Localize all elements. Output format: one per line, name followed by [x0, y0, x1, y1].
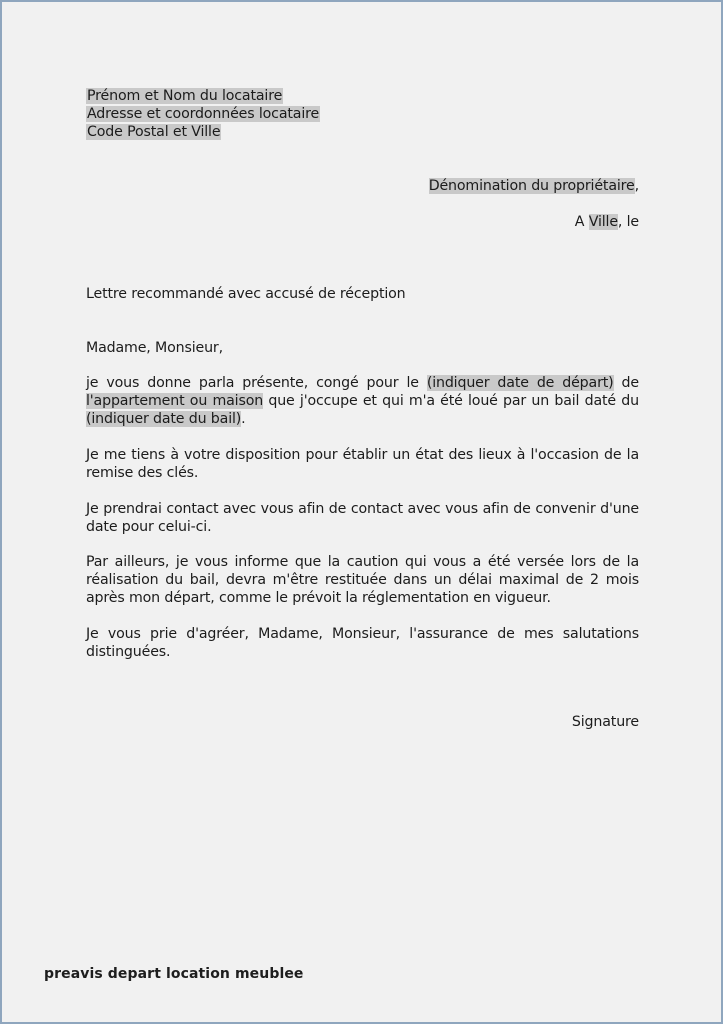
place-date-city: Ville [588, 214, 618, 230]
place-date-line [86, 213, 639, 231]
paragraph-closing: Je vous prie d'agréer, Madame, Monsieur, l'assurance de mes salutations distinguées. [86, 626, 639, 660]
image-caption: preavis depart location meublee [44, 966, 304, 982]
recipient-block [86, 177, 639, 195]
placeholder-lease-date: (indiquer date du bail) [86, 411, 242, 427]
signature-line: Signature [571, 714, 639, 730]
sender-name: Prénom et Nom du locataire [87, 88, 283, 104]
notice-text-4: . [241, 411, 246, 427]
document-page [2, 2, 721, 1022]
letter-subject: Lettre recommandé avec accusé de réception [86, 286, 406, 302]
place-date-prefix: A [574, 214, 589, 230]
notice-text-1: je vous donne parla présente, congé pour le [86, 375, 427, 391]
paragraph-inventory: Je me tiens à votre disposition pour établir un état des lieux à l'occasion de la remise des clés. [86, 447, 639, 481]
recipient-name: Dénomination du propriétaire [428, 178, 635, 194]
place-date-suffix: , le [617, 214, 639, 230]
notice-text-3: que j'occupe et qui m'a été loué par un bail daté du [263, 393, 639, 409]
sender-block [86, 87, 639, 141]
notice-text-2: de [613, 375, 639, 391]
placeholder-property-type: l'appartement ou maison [86, 393, 264, 409]
sender-address: Adresse et coordonnées locataire [87, 106, 320, 122]
recipient-name-suffix: , [634, 178, 639, 194]
sender-city: Code Postal et Ville [87, 124, 221, 140]
paragraph-contact: Je prendrai contact avec vous afin de contact avec vous afin de convenir d'une date pour celui-ci. [86, 501, 639, 535]
paragraph-notice [86, 374, 639, 428]
placeholder-departure-date: (indiquer date de départ) [426, 375, 614, 391]
letter-salutation: Madame, Monsieur, [86, 340, 223, 356]
paragraph-deposit: Par ailleurs, je vous informe que la caution qui vous a été versée lors de la réalisation du bail, devra m'être restituée dans un délai maximal de 2 mois après mon départ, comme le prévoit la réglementation en vigueur. [86, 554, 639, 606]
